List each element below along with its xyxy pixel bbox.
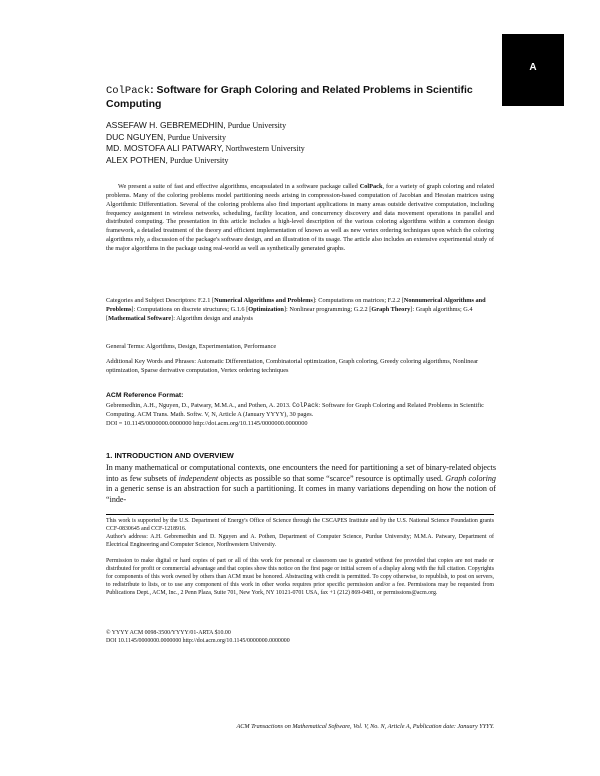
reference-format: [106, 402, 494, 429]
keywords: Additional Key Words and Phrases: Automatic Differentiation, Combinatorial optimization, Graph coloring, Greedy coloring algorithms, Nonlinear optimization, Sparse derivative computation, Vertex ordering techniques: [106, 358, 479, 374]
author-line: [106, 120, 506, 132]
body-text: In many mathematical or computational contexts, one encounters the need for partitioning a set of binary-related objects into as few subsets of: [106, 463, 496, 483]
author-affiliation: Purdue University: [167, 132, 226, 142]
emphasis: Graph coloring: [445, 473, 496, 483]
author-line: [106, 132, 506, 144]
reference-text: Gebremedhin, A.H., Nguyen, D., Patwary, M.M.A., and Pothen, A. 2013.: [106, 402, 293, 409]
abstract-text: We present a suite of fast and effective algorithms, encapsulated in a software package called: [118, 183, 360, 190]
author-affiliation: Purdue University: [227, 121, 287, 130]
emphasis: independent: [178, 473, 219, 483]
author-affiliation: Purdue University: [169, 155, 229, 165]
author-line: [106, 143, 506, 155]
categories: [106, 297, 494, 323]
author-name: DUC NGUYEN,: [106, 131, 166, 142]
section-heading: 1. INTRODUCTION AND OVERVIEW: [106, 451, 234, 460]
general-terms: General Terms: Algorithms, Design, Experimentation, Performance: [106, 343, 277, 350]
author-list: [106, 120, 506, 166]
title-software-name: ColPack: [106, 85, 151, 97]
author-name: ASSEFAW H. GEBREMEDHIN,: [106, 120, 226, 130]
footnote-rule: [106, 514, 494, 515]
body-text: in a generic sense is an abstraction for such a partitioning. It comes in many variations depending on how the notion of “inde-: [106, 484, 496, 504]
reference-text-cont: : Software for Graph Coloring and Related Problems in Scientific Computing. ACM Trans. Math. Softw. V, N, Article A (January YYYY), 30 pages.: [106, 402, 484, 418]
category-term: Mathematical Software: [108, 314, 172, 322]
abstract-software-name: ColPack: [359, 183, 383, 190]
category-term: Numerical Algorithms and Problems: [214, 297, 313, 304]
categories-text: ]: Algorithm design and analysis: [171, 314, 253, 322]
categories-text: Categories and Subject Descriptors: F.2.1 [: [106, 297, 215, 304]
abstract-text-cont: , for a variety of graph coloring and related problems. Many of the coloring problems model partitioning needs arising in compression-based computation of Jacobian and Hessian matrices using Algorithmic Differentiation. Several of the coloring problems also find important applications in many areas outside derivative computation, including frequency assignment in wireless networks, scheduling, facility location, and concurrency discovery and data movement operations in parallel and distributed computing. The presentation in this article includes a high-level description of the various coloring algorithms within a common design framework, a detailed treatment of the theory and efficient implementation of known as well as new vertex ordering techniques upon which the coloring algorithms rely, a discussion of the package's software design, and an illustration of its usage. The article also includes an extensive experimental study of the major algorithms in the package using real-world as well as synthetically generated graphs.: [106, 183, 495, 252]
footnote-copyright: © YYYY ACM 0098-3500/YYYY/01-ARTA $10.00: [106, 630, 231, 636]
footnote-address: Author's address: A.H. Gebremedhin and D. Nguyen and A. Pothen, Department of Computer Science, Purdue University; M.M.A. Patwary, Department of Electrical Engineering and Computer Science, Northwestern University.: [106, 534, 494, 548]
title-text: : Software for Graph Coloring and Related Problems in Scientific Computing: [106, 84, 473, 110]
article-tab: [502, 34, 564, 106]
footnote-permission: Permission to make digital or hard copies of part or all of this work for personal or classroom use is granted without fee provided that copies are not made or distributed for profit or commercial advantage and that copies show this notice on the first page or initial screen of a display along with the full citation. Copyrights for components of this work owned by others than ACM must be honored. Abstracting with credit is permitted. To copy otherwise, to republish, to post on servers, to redistribute to lists, or to use any component of this work in other works requires prior specific permission and/or a fee. Permissions may be requested from Publications Dept., ACM, Inc., 2 Penn Plaza, Suite 701, New York, NY 10121-0701 USA, fax +1 (212) 869-0481, or permissions@acm.org.: [106, 558, 494, 596]
category-term: Nonnumerical Algorithms and Problems: [106, 297, 486, 313]
category-term: Graph Theory: [371, 305, 411, 313]
footnote-support: This work is supported by the U.S. Department of Energy's Office of Science through the CSCAPES Institute and by the U.S. National Science Foundation grants CCF-0830645 and CCF-1218916.: [106, 518, 494, 532]
category-term: Optimization: [248, 305, 284, 313]
author-affiliation: Northwestern University: [225, 144, 305, 154]
abstract: [106, 183, 494, 254]
article-letter: A: [529, 62, 537, 73]
author-line: [106, 155, 506, 167]
categories-text: ]: Graph algorithms; G.4 [: [106, 305, 473, 322]
reference-doi: DOI = 10.1145/0000000.0000000 http://doi.acm.org/10.1145/0000000.0000000: [106, 419, 308, 427]
footnote-doi: DOI 10.1145/0000000.0000000 http://doi.acm.org/10.1145/0000000.0000000: [106, 638, 290, 644]
categories-text: ]: Nonlinear programming; G.2.2 [: [283, 305, 372, 313]
categories-text: ]: Computations on matrices; F.2.2 [: [312, 297, 404, 304]
author-name: MD. MOSTOFA ALI PATWARY,: [106, 143, 224, 154]
author-name: ALEX POTHEN,: [106, 154, 168, 165]
running-footer: ACM Transactions on Mathematical Software, Vol. V, No. N, Article A, Publication date: January YYYY.: [236, 723, 494, 730]
categories-text: ]: Computations on discrete structures; G.1.6 [: [131, 305, 249, 313]
paper-title: [106, 84, 506, 110]
reference-heading: ACM Reference Format:: [106, 392, 184, 399]
section-body: [106, 463, 496, 505]
reference-software-name: ColPack: [292, 402, 319, 409]
body-text: objects as possible so that some “scarce” resource is optimally used.: [218, 473, 446, 483]
